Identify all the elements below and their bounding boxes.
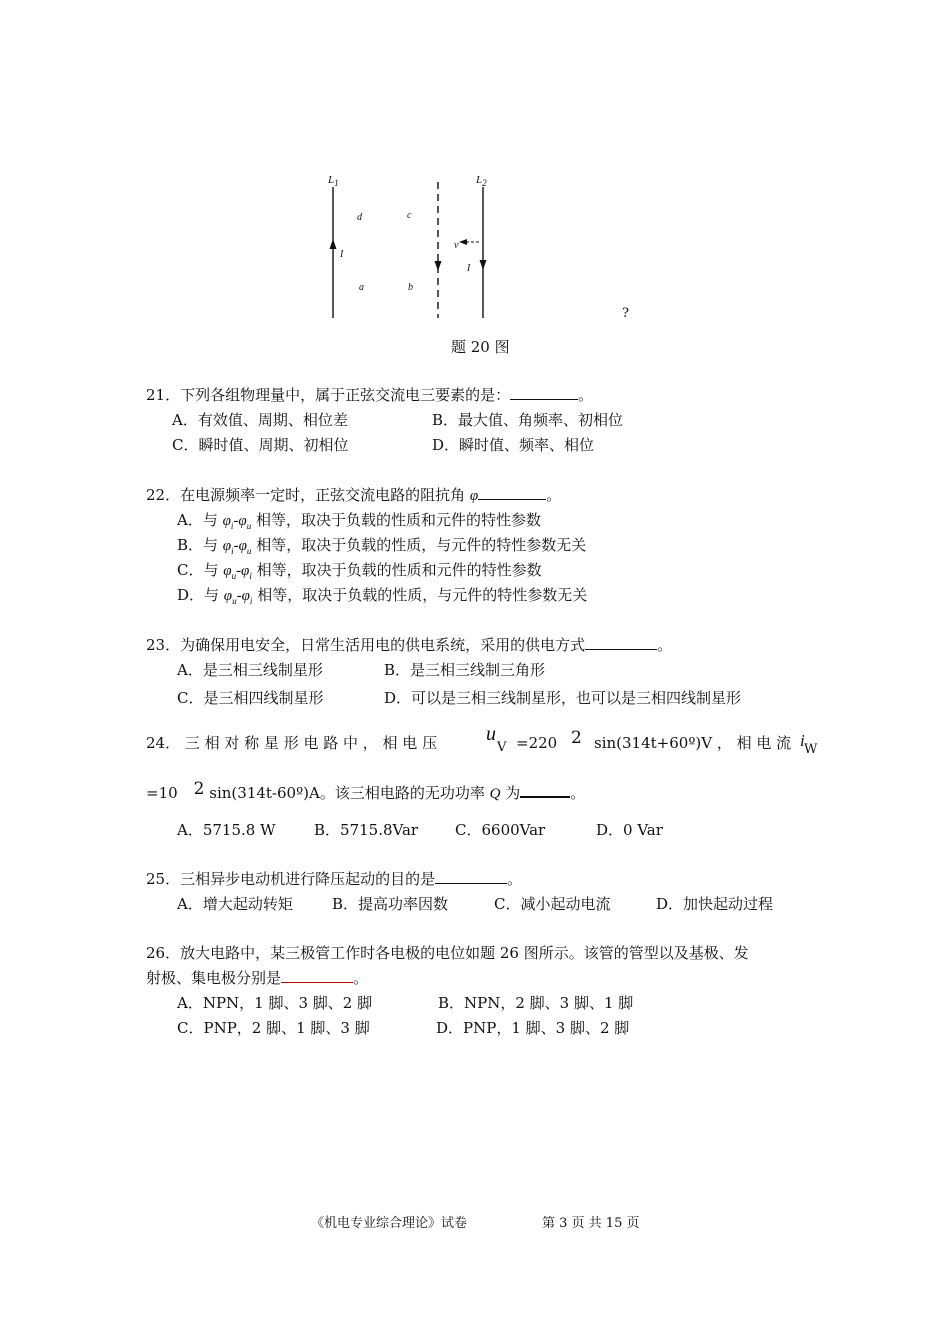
option-b: B．提高功率因数 xyxy=(332,895,449,913)
voltage-sine: sin(314t+60º)V ， 相 电 流 xyxy=(594,734,792,752)
label-L1: $L_1$ xyxy=(328,174,339,189)
option-b: B．是三相三线制三角形 xyxy=(384,661,546,679)
sqrt-two: 2 xyxy=(571,728,582,748)
answer-blank[interactable] xyxy=(281,968,353,983)
voltage-subscript: V xyxy=(497,740,507,755)
arrow-left-icon xyxy=(459,239,467,245)
figure-caption: 题 20 图 xyxy=(451,338,510,356)
answer-blank[interactable] xyxy=(478,485,546,500)
option-c: C．是三相四线制星形 xyxy=(177,689,324,707)
option-a: A．5715.8 W xyxy=(177,821,276,839)
answer-blank[interactable] xyxy=(510,385,578,400)
option-a: A．NPN，1 脚、3 脚、2 脚 xyxy=(177,994,373,1012)
option-a: A．与 $\varphi_i-\varphi_u$ 相等，取决于负载的性质和元件的特性参数 xyxy=(177,511,542,531)
current-symbol: i xyxy=(800,731,805,750)
option-c: C．PNP，2 脚、1 脚、3 脚 xyxy=(177,1019,370,1037)
option-b: B．5715.8Var xyxy=(314,821,419,839)
question-stem: 22．在电源频率一定时，正弦交流电路的阻抗角 φ 。 xyxy=(146,486,562,504)
voltage-amplitude: =220 xyxy=(516,734,558,752)
answer-blank[interactable] xyxy=(435,869,507,884)
label-c: c xyxy=(407,210,412,221)
option-a: A．有效值、周期、相位差 xyxy=(172,411,348,429)
option-d: D．PNP，1 脚、3 脚、2 脚 xyxy=(436,1019,630,1037)
figure-mark: ? xyxy=(622,306,629,321)
option-c: C．瞬时值、周期、初相位 xyxy=(172,436,349,454)
question-stem: 23．为确保用电安全，日常生活用电的供电系统，采用的供电方式 。 xyxy=(146,636,673,654)
option-a: A．是三相三线制星形 xyxy=(177,661,323,679)
arrow-up-icon xyxy=(330,239,337,249)
arrow-down-icon xyxy=(435,261,442,271)
answer-blank[interactable] xyxy=(520,782,570,798)
arrow-down-icon xyxy=(480,260,487,270)
option-c: C．减小起动电流 xyxy=(494,895,611,913)
current-subscript: W xyxy=(804,742,818,757)
page-number: 第 3 页 共 15 页 xyxy=(542,1216,640,1231)
question-stem: 25．三相异步电动机进行降压起动的目的是 。 xyxy=(146,870,523,888)
label-v: v xyxy=(454,240,459,251)
exam-title: 《机电专业综合理论》试卷 xyxy=(311,1216,468,1231)
question-stem-line1: 24． 三 相 对 称 星 形 电 路 中 ， 相 电 压 xyxy=(146,734,438,752)
option-d: D．与 $\varphi_u-\varphi_i$ 相等，取决于负载的性质，与元件的特性参数无关 xyxy=(177,586,588,606)
option-d: D．可以是三相三线制星形，也可以是三相四线制星形 xyxy=(384,689,742,707)
label-I-right: I xyxy=(467,263,471,274)
figure-20-drawing xyxy=(0,0,950,340)
label-a: a xyxy=(359,282,364,293)
question-stem-line2: 射极、集电极分别是 。 xyxy=(146,969,369,987)
option-b: B．与 $\varphi_i-\varphi_u$ 相等，取决于负载的性质，与元件的特性参数无关 xyxy=(177,536,587,556)
option-d: D．瞬时值、频率、相位 xyxy=(432,436,595,454)
question-stem: 21．下列各组物理量中，属于正弦交流电三要素的是： 。 xyxy=(146,386,594,404)
label-L2: $L_2$ xyxy=(476,174,487,189)
option-d: D．加快起动过程 xyxy=(656,895,774,913)
option-c: C．与 $\varphi_u-\varphi_i$ 相等，取决于负载的性质和元件的特性参数 xyxy=(177,561,542,581)
option-b: B．最大值、角频率、初相位 xyxy=(432,411,624,429)
question-stem-line1: 26．放大电路中，某三极管工作时各电极的电位如题 26 图所示。该管的管型以及基极、发 xyxy=(146,944,749,962)
label-I-left: I xyxy=(340,249,344,260)
answer-blank[interactable] xyxy=(585,635,657,650)
question-stem-line2: =10 2 sin(314t-60º)A。该三相电路的无功功率 Q 为 。 xyxy=(146,779,586,802)
option-a: A．增大起动转矩 xyxy=(177,895,293,913)
label-b: b xyxy=(408,282,413,293)
option-d: D．0 Var xyxy=(596,821,663,839)
option-c: C．6600Var xyxy=(455,821,546,839)
option-b: B．NPN，2 脚、3 脚、1 脚 xyxy=(438,994,634,1012)
label-d: d xyxy=(357,212,362,223)
voltage-symbol: u xyxy=(486,723,496,745)
